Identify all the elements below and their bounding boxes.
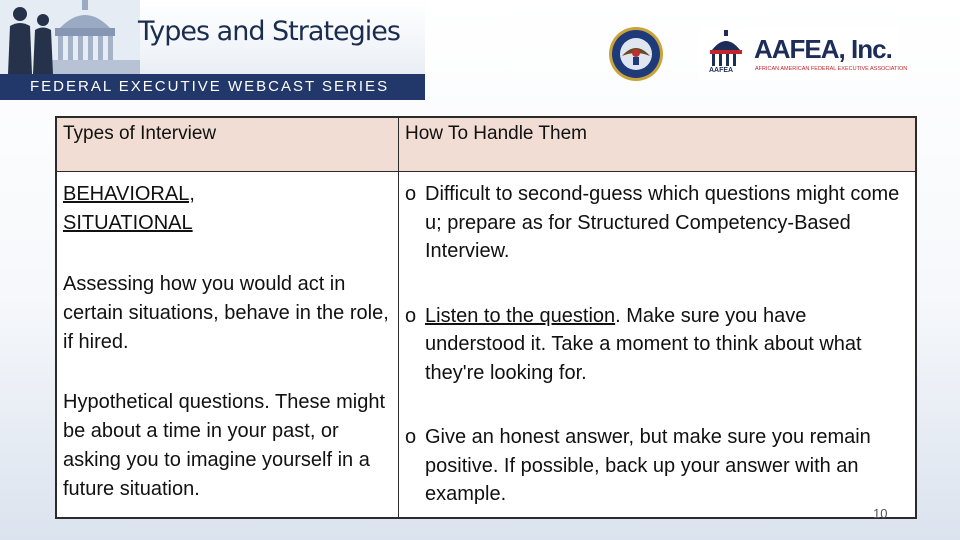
strategies-cell bbox=[399, 172, 917, 518]
description-hypothetical: Hypothetical questions. These might be about a time in your past, or asking you to imagine yourself in a future situation. bbox=[63, 391, 386, 500]
types-cell bbox=[56, 172, 399, 518]
bullet-marker: o bbox=[405, 183, 417, 205]
strategy-text: Give an honest answer, but make sure you remain positive. If possible, back up your answer with an example. bbox=[425, 426, 871, 505]
strategy-lead: Listen to the question bbox=[425, 304, 616, 327]
column-header-handling: How To Handle Them bbox=[399, 117, 917, 172]
list-item bbox=[405, 180, 909, 266]
bullet-marker: o bbox=[405, 304, 417, 327]
list-item bbox=[405, 423, 909, 509]
page-number: 10 bbox=[873, 506, 888, 521]
interview-types-table bbox=[55, 116, 917, 519]
column-header-types: Types of Interview bbox=[56, 117, 399, 172]
table-header-row bbox=[56, 117, 916, 172]
webcast-banner bbox=[0, 0, 425, 100]
category-line: BEHAVIORAL, bbox=[63, 183, 195, 205]
series-name: FEDERAL EXECUTIVE WEBCAST SERIES bbox=[30, 78, 390, 95]
slide-title: Types and Strategies bbox=[138, 16, 400, 47]
department-seal-icon bbox=[608, 26, 664, 82]
interview-category bbox=[63, 180, 392, 238]
category-line: SITUATIONAL bbox=[63, 212, 193, 234]
list-item bbox=[405, 302, 909, 388]
logo-tagline: AFRICAN AMERICAN FEDERAL EXECUTIVE ASSOCIATION bbox=[755, 66, 908, 72]
description-situations: Assessing how you would act in certain situations, behave in the role, if hired. bbox=[63, 273, 389, 353]
strategy-list bbox=[405, 180, 909, 509]
capitol-building-icon bbox=[0, 0, 140, 74]
logo-name: AAFEA, Inc. bbox=[754, 34, 892, 64]
capitol-dome-icon bbox=[704, 30, 748, 70]
bullet-marker: o bbox=[405, 426, 417, 448]
table-row bbox=[56, 172, 916, 518]
aafea-logo bbox=[698, 26, 908, 80]
logo-abbreviation: AAFEA bbox=[709, 67, 734, 74]
strategy-text: . Make sure you have understood it. Take a moment to think about what they're looking for. bbox=[425, 304, 862, 384]
strategy-text: Difficult to second-guess which questions might come u; prepare as for Structured Competency-Based Interview. bbox=[425, 183, 900, 262]
